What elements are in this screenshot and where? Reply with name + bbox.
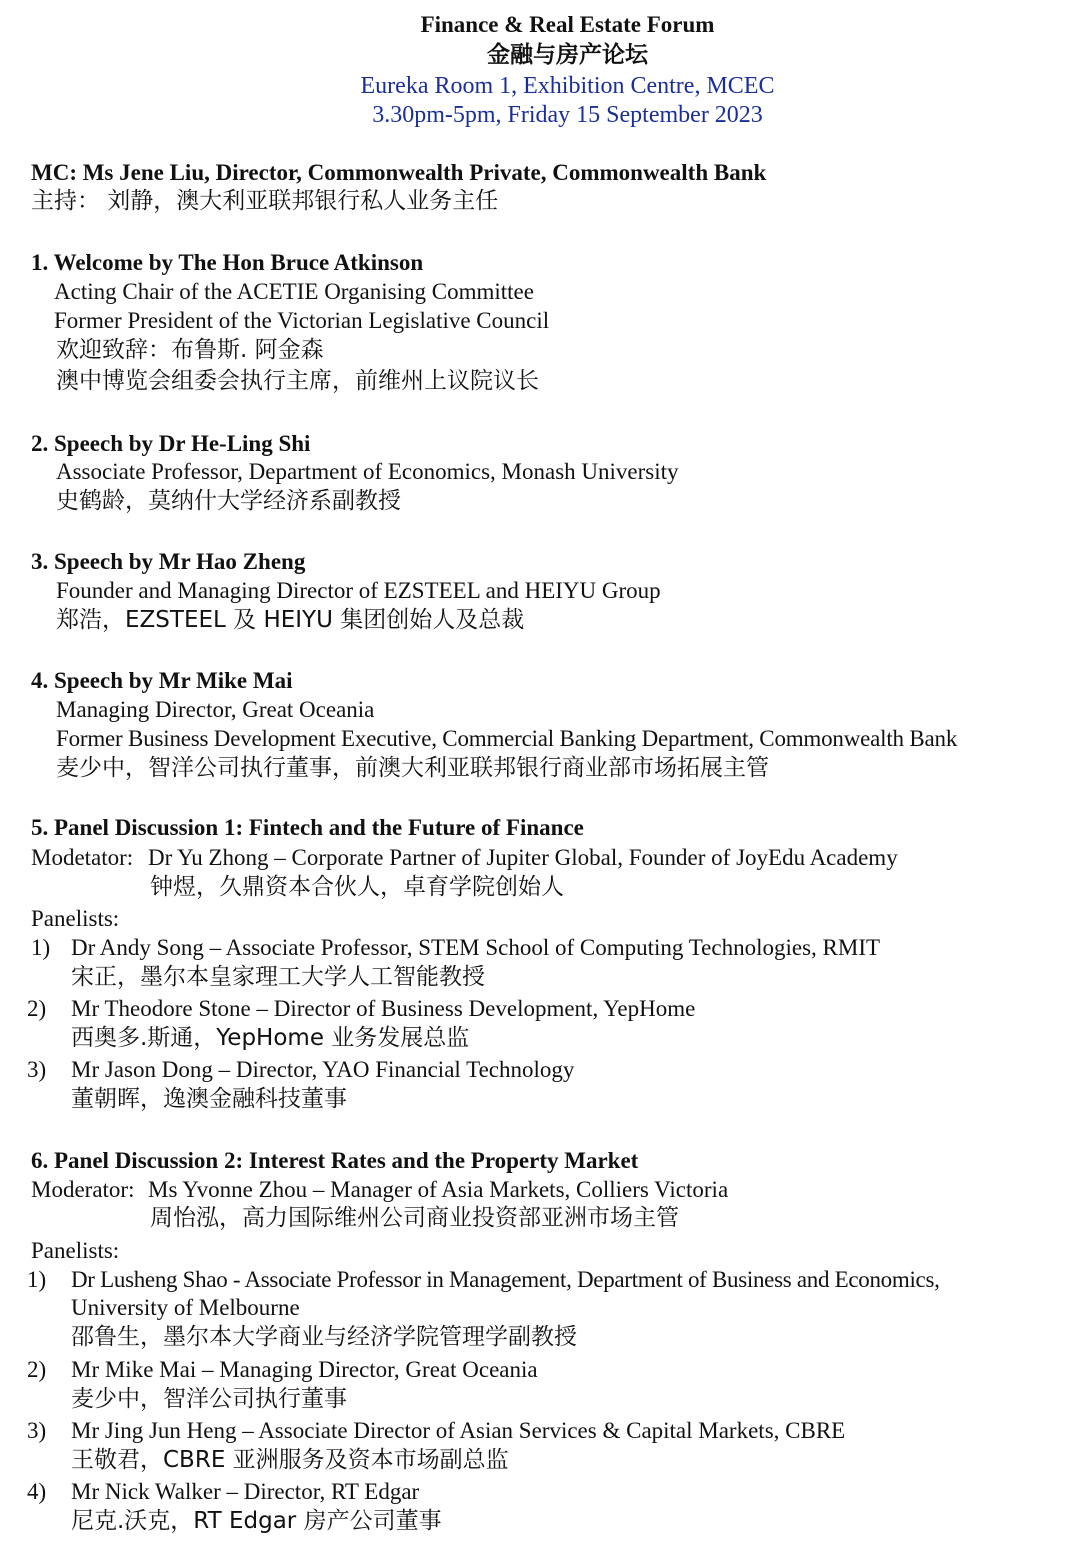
panelist-number: 3) [27, 1418, 47, 1443]
panelist-chinese: 西奥多.斯通，YepHome 业务发展总监 [71, 1025, 470, 1051]
item-2-line: 史鹤龄，莫纳什大学经济系副教授 [56, 488, 401, 514]
item-3-line: Founder and Managing Director of EZSTEEL and HEIYU Group [56, 578, 661, 603]
panel-1-panelists-label: Panelists: [31, 906, 120, 931]
panelist-name: Dr Lusheng Shao - Associate Professor in Management, Department of Business and Economics, [71, 1267, 940, 1292]
panelist-number: 4) [27, 1479, 47, 1504]
panelist-name: Mr Jing Jun Heng – Associate Director of Asian Services & Capital Markets, CBRE [71, 1418, 846, 1443]
panelist-number: 3) [27, 1057, 47, 1082]
panelist-name: Mr Theodore Stone – Director of Business Development, YepHome [71, 996, 696, 1021]
panel-1-moderator-chinese: 钟煜，久鼎资本合伙人，卓育学院创始人 [150, 874, 564, 900]
item-1-line: Acting Chair of the ACETIE Organising Committee [54, 279, 534, 304]
panelist-affiliation: University of Melbourne [71, 1295, 300, 1320]
item-1-line: Former President of the Victorian Legislative Council [54, 308, 550, 333]
panelist-chinese: 王敬君，CBRE 亚洲服务及资本市场副总监 [71, 1447, 509, 1473]
panel-1-moderator: Dr Yu Zhong – Corporate Partner of Jupiter Global, Founder of JoyEdu Academy [148, 845, 898, 870]
item-3-line: 郑浩，EZSTEEL 及 HEIYU 集团创始人及总裁 [56, 607, 525, 633]
panelist-name: Mr Nick Walker – Director, RT Edgar [71, 1479, 420, 1504]
page-title: Finance & Real Estate Forum [420, 12, 715, 37]
panel-1-heading: 5. Panel Discussion 1: Fintech and the Future of Finance [31, 815, 584, 840]
panel-2-moderator: Ms Yvonne Zhou – Manager of Asia Markets, Colliers Victoria [148, 1177, 729, 1202]
panel-1-moderator-label: Modetator: [31, 845, 134, 870]
item-3-heading: 3. Speech by Mr Hao Zheng [31, 549, 306, 574]
panelist-chinese: 宋正，墨尔本皇家理工大学人工智能教授 [71, 964, 485, 990]
panel-2-moderator-label: Moderator: [31, 1177, 135, 1202]
panel-2-moderator-chinese: 周怡泓，高力国际维州公司商业投资部亚洲市场主管 [150, 1205, 679, 1231]
page-title-chinese: 金融与房产论坛 [487, 42, 648, 67]
item-1-line: 澳中博览会组委会执行主席，前维州上议院议长 [56, 368, 539, 394]
panelist-chinese: 麦少中，智洋公司执行董事 [71, 1386, 347, 1412]
item-2-heading: 2. Speech by Dr He-Ling Shi [31, 431, 311, 456]
venue: Eureka Room 1, Exhibition Centre, MCEC [360, 73, 775, 99]
panelist-number: 1) [31, 935, 51, 960]
panelist-number: 2) [27, 1357, 47, 1382]
mc-chinese: 主持： 刘静，澳大利亚联邦银行私人业务主任 [31, 188, 499, 214]
panelist-name: Dr Andy Song – Associate Professor, STEM School of Computing Technologies, RMIT [71, 935, 881, 960]
mc-heading: MC: Ms Jene Liu, Director, Commonwealth Private, Commonwealth Bank [31, 160, 767, 185]
panelist-name: Mr Jason Dong – Director, YAO Financial Technology [71, 1057, 575, 1082]
panelist-chinese: 邵鲁生，墨尔本大学商业与经济学院管理学副教授 [71, 1324, 577, 1350]
item-4-line: 麦少中，智洋公司执行董事，前澳大利亚联邦银行商业部市场拓展主管 [56, 755, 769, 781]
panelist-chinese: 尼克.沃克，RT Edgar 房产公司董事 [71, 1508, 442, 1534]
panelist-number: 1) [27, 1267, 47, 1292]
panelist-chinese: 董朝晖，逸澳金融科技董事 [71, 1086, 347, 1112]
item-1-line: 欢迎致辞：布鲁斯. 阿金森 [56, 337, 324, 363]
panelist-number: 2) [27, 996, 47, 1021]
item-1-heading: 1. Welcome by The Hon Bruce Atkinson [31, 250, 424, 275]
panelist-name: Mr Mike Mai – Managing Director, Great Oceania [71, 1357, 538, 1382]
panel-2-panelists-label: Panelists: [31, 1238, 120, 1263]
item-4-line: Managing Director, Great Oceania [56, 697, 375, 722]
item-2-line: Associate Professor, Department of Economics, Monash University [56, 459, 679, 484]
event-datetime: 3.30pm-5pm, Friday 15 September 2023 [372, 102, 763, 128]
item-4-heading: 4. Speech by Mr Mike Mai [31, 668, 293, 693]
item-4-line: Former Business Development Executive, Commercial Banking Department, Commonwealth Bank [56, 726, 958, 751]
panel-2-heading: 6. Panel Discussion 2: Interest Rates and the Property Market [31, 1148, 639, 1173]
